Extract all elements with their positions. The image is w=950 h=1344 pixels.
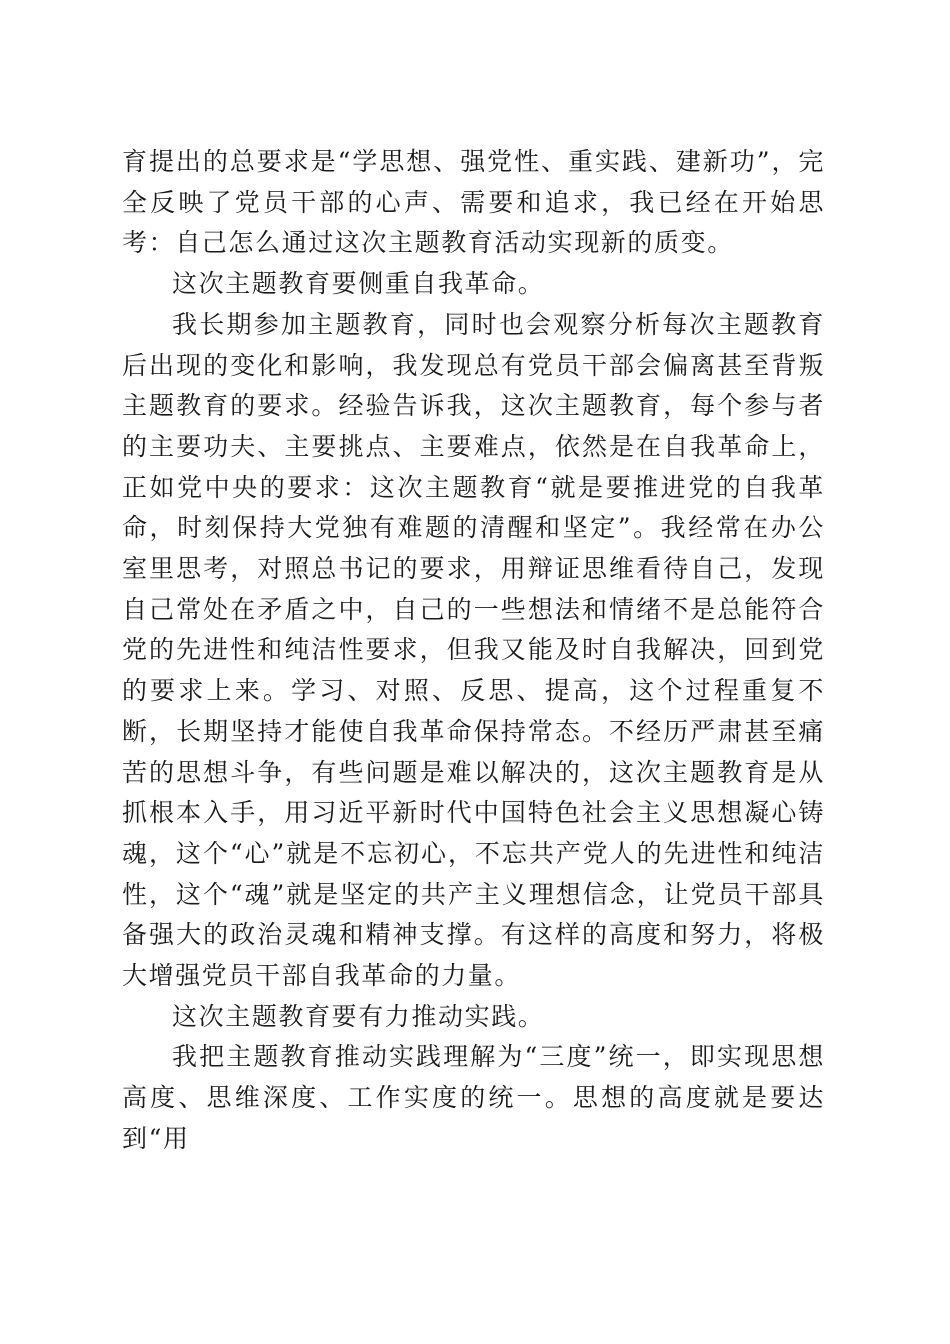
section-heading-practice: 这次主题教育要有力推动实践。 [172,1001,545,1031]
paragraph-self-revolution: 我长期参加主题教育，同时也会观察分析每次主题教育后出现的变化和影响，我发现总有党员干部会偏离甚至背叛主题教育的要求。经验告诉我，这次主题教育，每个参与者的主要功夫、主要挑点、主要难点，依然是在自我革命上，正如党中央的要求：这次主题教育“就是要推进党的自我革命，时刻保持大党独有难题的清醒和坚定”。我经常在办公室里思考，对照总书记的要求，用辩证思维看待自己，发现自己常处在矛盾之中，自己的一些想法和情绪不是总能符合党的先进性和纯洁性要求，但我又能及时自我解决，回到党的要求上来。学习、对照、反思、提高，这个过程重复不断，长期坚持才能使自我革命保持常态。不经历严肃甚至痛苦的思想斗争，有些问题是难以解决的，这次主题教育是从抓根本入手，用习近平新时代中国特色社会主义思想凝心铸魂，这个“心”就是不忘初心，不忘共产党人的先进性和纯洁性，这个“魂”就是坚定的共产主义理想信念，让党员干部具备强大的政治灵魂和精神支撑。有这样的高度和努力，将极大增强党员干部自我革命的力量。 [122,309,825,991]
paragraph-continuation: 育提出的总要求是“学思想、强党性、重实践、建新功”，完全反映了党员干部的心声、需要和追求，我已经在开始思考：自己怎么通过这次主题教育活动实现新的质变。 [122,147,825,258]
section-heading-self-revolution: 这次主题教育要侧重自我革命。 [172,269,545,299]
paragraph-practice: 我把主题教育推动实践理解为“三度”统一，即实现思想高度、思维深度、工作实度的统一。思想的高度就是要达到“用 [122,1042,825,1153]
document-body [122,142,825,1160]
